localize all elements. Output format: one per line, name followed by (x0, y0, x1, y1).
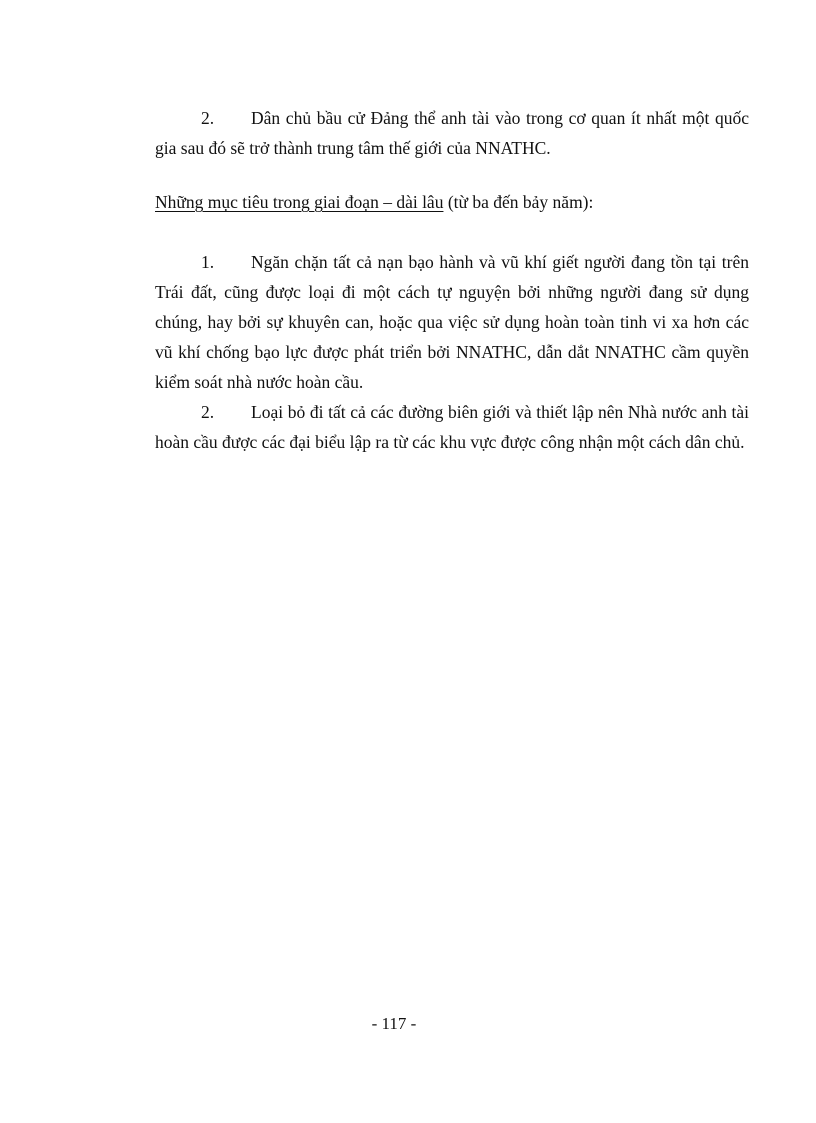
list-item (155, 247, 749, 397)
spacer (155, 217, 749, 247)
document-page (155, 103, 749, 457)
page-number: - 117 - (371, 1014, 417, 1033)
list-item-number: 2. (201, 402, 215, 422)
list-item-text: Dân chủ bầu cử Đảng thể anh tài vào trong cơ quan ít nhất một quốc gia sau đó sẽ trở thành trung tâm thế giới của NNATHC. (155, 108, 749, 158)
list-item (155, 103, 749, 163)
section-heading-rest: (từ ba đến bảy năm): (443, 192, 594, 212)
list-item-text: Ngăn chặn tất cả nạn bạo hành và vũ khí giết người đang tồn tại trên Trái đất, cũng được loại đi một cách tự nguyện bởi những người đang sử dụng chúng, hay bởi sự khuyên can, hoặc qua việc sử dụng hoàn toàn tinh vi xa hơn các vũ khí chống bạo lực được phát triển bởi NNATHC, dẫn dắt NNATHC cầm quyền kiểm soát nhà nước hoàn cầu. (155, 252, 749, 392)
list-item-number: 1. (201, 252, 215, 272)
section-heading (155, 187, 749, 217)
list-item (155, 397, 749, 457)
list-item-text: Loại bỏ đi tất cả các đường biên giới và thiết lập nên Nhà nước anh tài hoàn cầu được các đại biểu lập ra từ các khu vực được công nhận một cách dân chủ. (155, 402, 749, 452)
list-item-number: 2. (201, 108, 215, 128)
section-heading-underlined: Những mục tiêu trong giai đoạn – dài lâu (155, 192, 444, 212)
